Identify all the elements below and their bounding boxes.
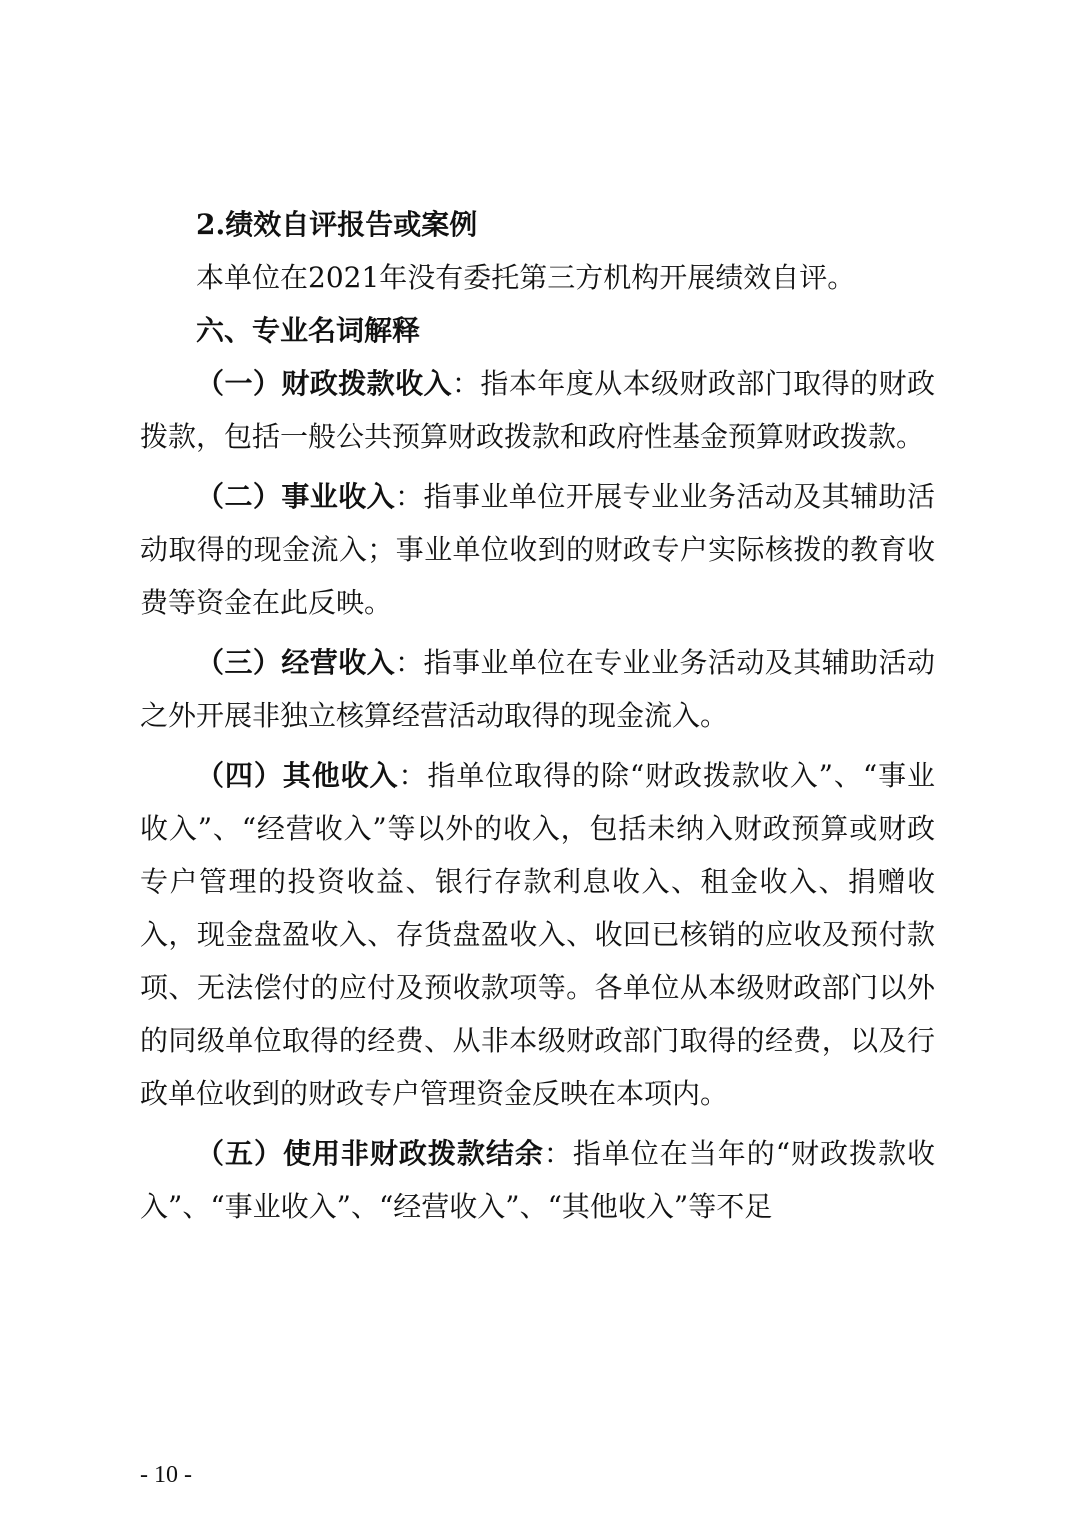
glossary-definition: ：指单位取得的除“财政拨款收入”、“事业收入”、“经营收入”等以外的收入，包括未纳入财政预算或财政专户管理的投资收益、银行存款利息收入、租金收入、捐赠收入，现金盘盈收入、存货盘盈收入、收回已核销的应收及预付款项、无法偿付的应付及预收款项等。各单位从本级财政部门以外的同级单位取得的经费、从非本级财政部门取得的经费，以及行政单位收到的财政专户管理资金反映在本项内。 <box>140 759 935 1110</box>
glossary-definition: ：指本年度从本级财政部门取得的财政拨款，包括一般公共预算财政拨款和政府性基金预算财政拨款。 <box>140 367 935 453</box>
glossary-definition: ：指事业单位在专业业务活动及其辅助活动之外开展非独立核算经营活动取得的现金流入。 <box>140 646 935 732</box>
glossary-definition: ：指事业单位开展专业业务活动及其辅助活动取得的现金流入；事业单位收到的财政专户实际核拨的教育收费等资金在此反映。 <box>140 480 935 619</box>
glossary-term: （四）其他收入 <box>196 759 399 792</box>
heading-section-glossary: 六、专业名词解释 <box>196 314 421 347</box>
glossary-item-non-fiscal-surplus <box>140 1127 935 1233</box>
glossary-item-other-income <box>140 749 935 1120</box>
glossary-definition: ：指单位在当年的“财政拨款收入”、“事业收入”、“经营收入”、“其他收入”等不足 <box>140 1137 935 1223</box>
page-number: - 10 - <box>140 1462 192 1488</box>
glossary-item-business-income <box>140 470 935 629</box>
glossary-term: （一）财政拨款收入 <box>196 367 452 400</box>
glossary-term: （二）事业收入 <box>196 480 396 513</box>
glossary-item-fiscal-appropriation <box>140 357 935 463</box>
glossary-term: （五）使用非财政拨款结余 <box>196 1137 544 1170</box>
glossary-term: （三）经营收入 <box>196 646 396 679</box>
paragraph-no-third-party: 本单位在2021年没有委托第三方机构开展绩效自评。 <box>196 261 856 294</box>
document-body <box>140 198 935 1233</box>
glossary-item-operating-income <box>140 636 935 742</box>
heading-performance-report: 2.绩效自评报告或案例 <box>196 208 478 241</box>
